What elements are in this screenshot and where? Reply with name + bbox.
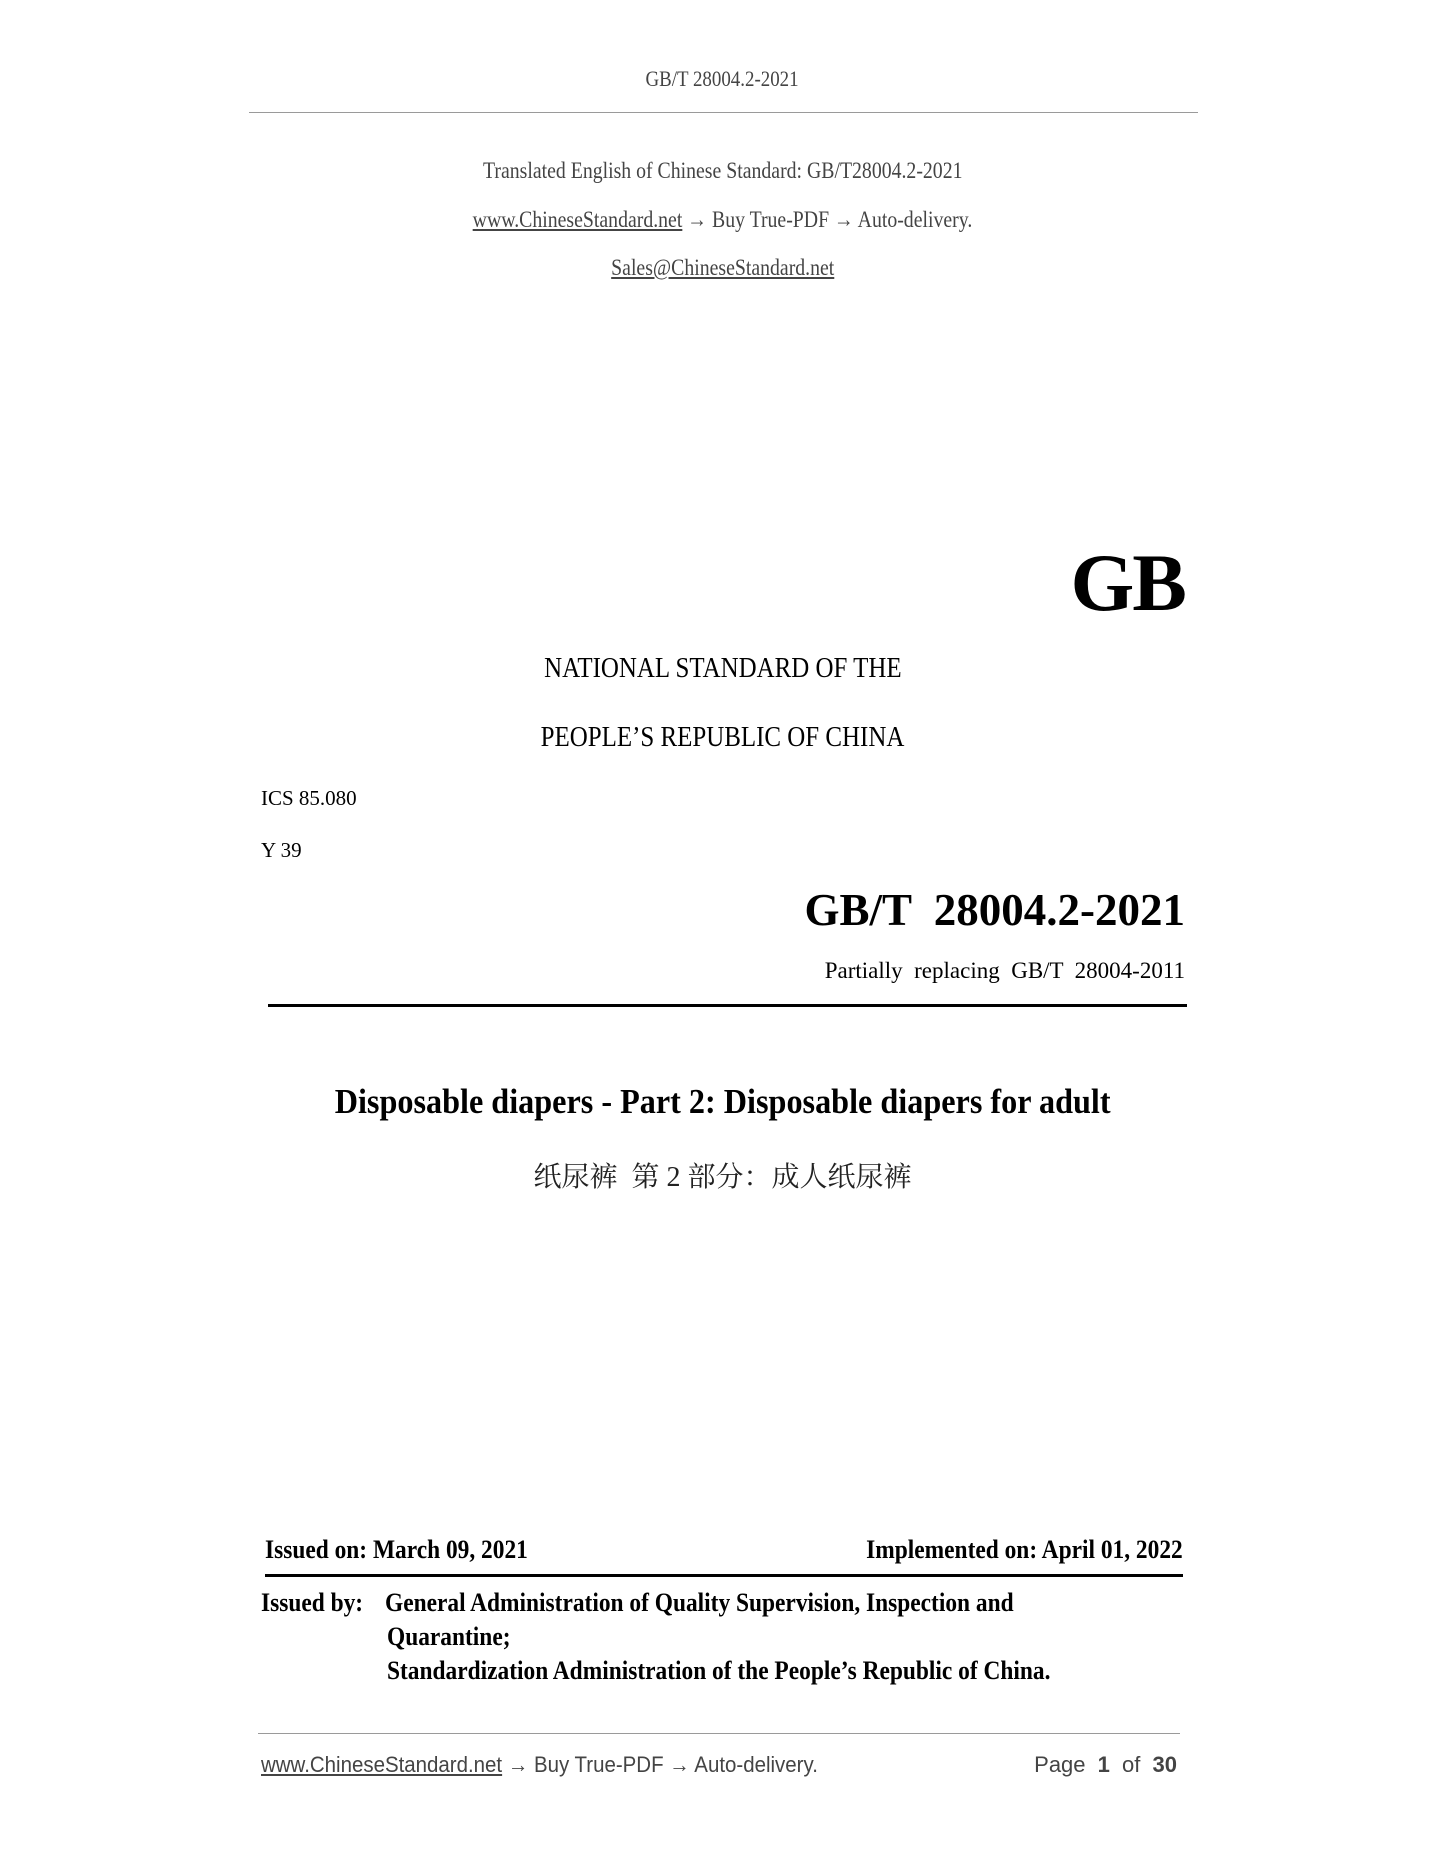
translated-line — [0, 158, 1445, 184]
buy-text: Buy True-PDF — [712, 207, 830, 232]
page-total: 30 — [1152, 1752, 1177, 1777]
issued-on-date: Issued on: March 09, 2021 — [265, 1535, 528, 1564]
ics-code: ICS 85.080 — [261, 786, 357, 810]
title-chinese: 纸尿裤 第 2 部分：成人纸尿裤 — [533, 1162, 912, 1193]
running-header — [0, 66, 1445, 92]
footer-purchase-line — [261, 1752, 860, 1778]
arrow-right-icon: → — [507, 1752, 529, 1777]
national-line-2: PEOPLE’S REPUBLIC OF CHINA — [540, 721, 905, 753]
of-label: of — [1122, 1752, 1141, 1777]
national-line-1: NATIONAL STANDARD OF THE — [543, 652, 902, 684]
translated-text: Translated English of Chinese Standard: GB/T28004.2-2021 — [482, 158, 963, 183]
page-label: Page — [1034, 1752, 1086, 1777]
issued-by-label: Issued by: — [261, 1588, 364, 1617]
ccs-code: Y 39 — [261, 838, 302, 862]
arrow-right-icon: → — [669, 1752, 690, 1777]
site-link[interactable]: www.ChineseStandard.net — [472, 207, 683, 232]
gb-mark: GB — [1070, 537, 1185, 628]
issued-by-agency-1: General Administration of Quality Supervision, Inspection and — [385, 1588, 1014, 1617]
arrow-right-icon: → — [687, 207, 708, 232]
footer-site-link[interactable]: www.ChineseStandard.net — [261, 1752, 503, 1777]
footer-rule — [258, 1733, 1180, 1734]
standard-number: GB/T 28004.2-2021 — [804, 885, 1185, 935]
sales-line — [0, 255, 1445, 281]
replacing-note: Partially replacing GB/T 28004-2011 — [824, 958, 1185, 983]
page-current: 1 — [1097, 1752, 1110, 1777]
issued-by-agency-2: Standardization Administration of the People’s Republic of China. — [387, 1656, 1051, 1685]
title-english: Disposable diapers - Part 2: Disposable diapers for adult — [334, 1082, 1111, 1121]
dates-rule — [265, 1574, 1183, 1577]
sales-email-link[interactable]: Sales@ChineseStandard.net — [610, 255, 835, 280]
page-indicator — [1034, 1752, 1177, 1778]
issued-by-agency-1-cont: Quarantine; — [387, 1622, 511, 1651]
delivery-text: Auto-delivery. — [857, 207, 973, 232]
footer-buy-text: Buy True-PDF — [533, 1752, 664, 1777]
arrow-right-icon: → — [834, 207, 854, 232]
header-rule — [249, 112, 1198, 113]
standard-rule — [268, 1004, 1187, 1007]
implemented-on-date: Implemented on: April 01, 2022 — [866, 1535, 1183, 1564]
purchase-line — [0, 207, 1445, 233]
footer-delivery-text: Auto-delivery. — [694, 1752, 818, 1777]
running-header-code: GB/T 28004.2-2021 — [645, 66, 800, 91]
